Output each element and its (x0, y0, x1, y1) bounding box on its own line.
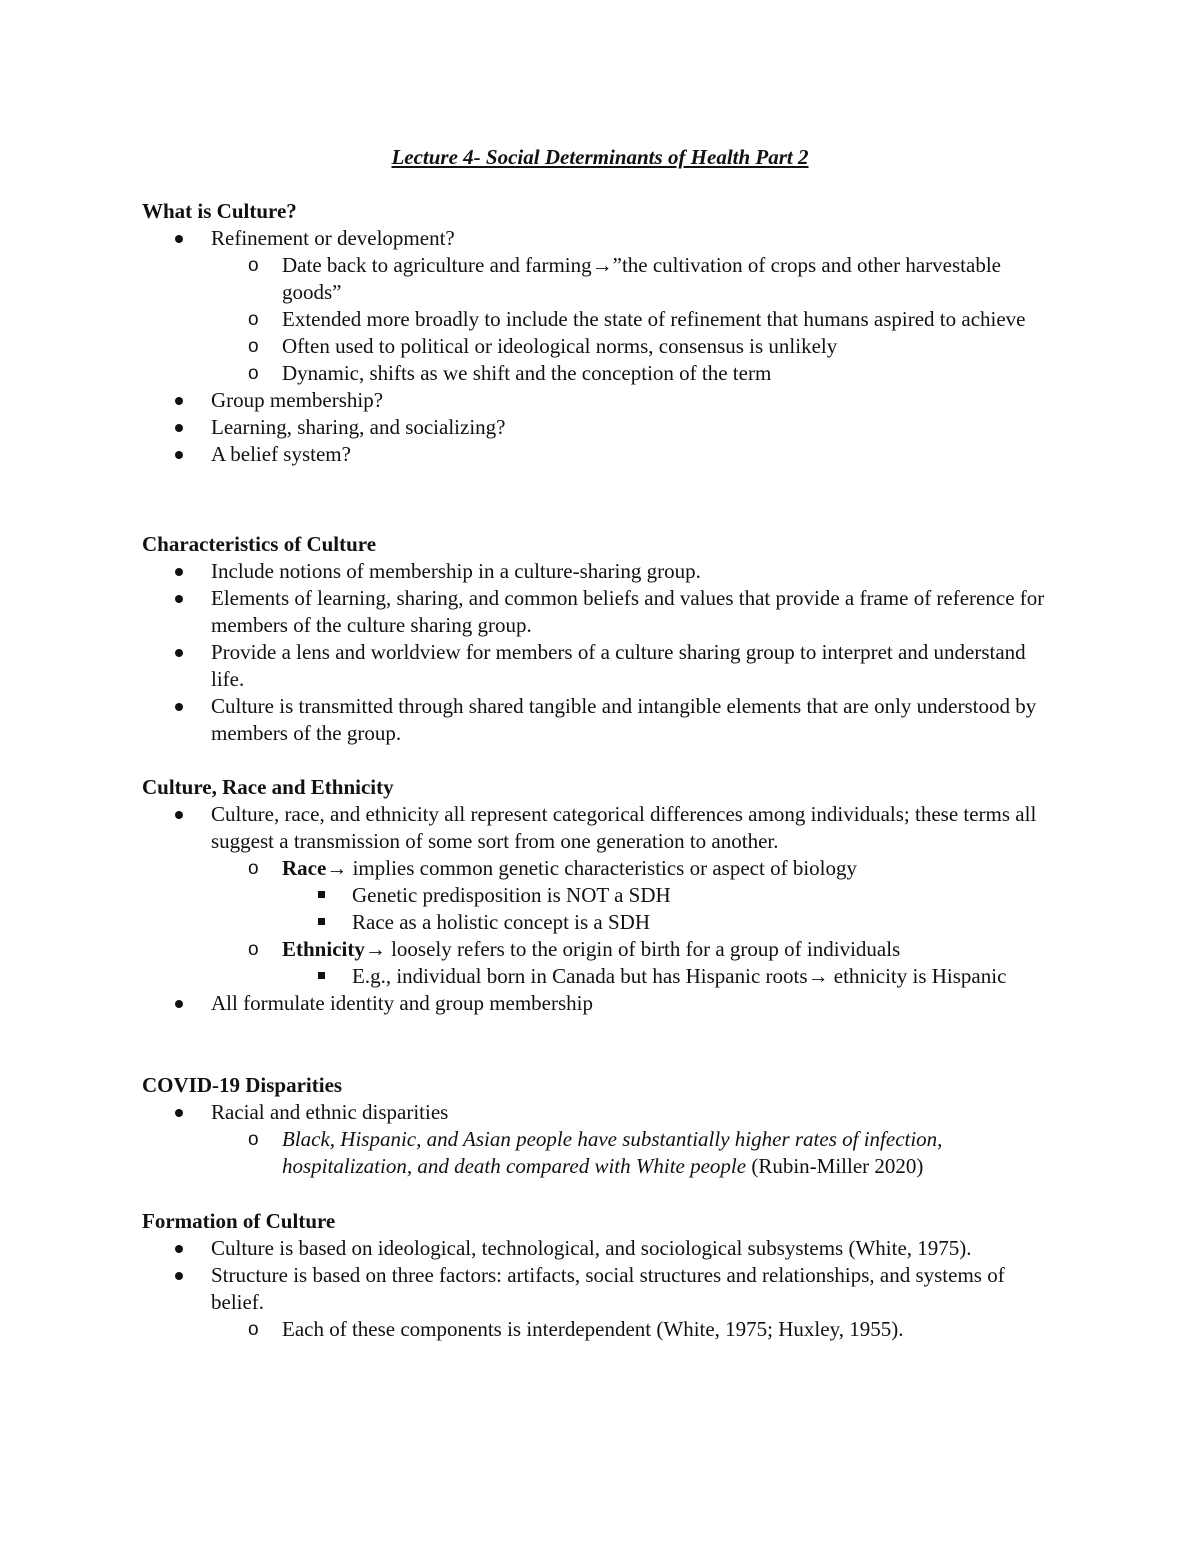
sub-sub-list-item: E.g., individual born in Canada but has Hispanic roots→ ethnicity is Hispanic (142, 963, 1062, 990)
sub-list-item (142, 1126, 1062, 1180)
section-heading: COVID-19 Disparities (142, 1073, 343, 1097)
list-item-text: Structure is based on three factors: artifacts, social structures and relationships, and systems of belief. (211, 1263, 1005, 1314)
term-ethnicity: Ethnicity→ (282, 937, 386, 961)
list-item: A belief system? (142, 441, 1062, 468)
sub-sub-list-item: Genetic predisposition is NOT a SDH (142, 882, 1062, 909)
bullet-list (142, 225, 1062, 468)
list-item-text: Racial and ethnic disparities (211, 1100, 449, 1124)
section-what-is-culture (142, 198, 1062, 468)
list-item: Learning, sharing, and socializing? (142, 414, 1062, 441)
sub-list-item: o Dynamic, shifts as we shift and the conception of the term (142, 360, 1062, 387)
sub-sub-list-item: Race as a holistic concept is a SDH (142, 909, 1062, 936)
list-item: Include notions of membership in a culture-sharing group. (142, 558, 1062, 585)
section-culture-race-ethnicity (142, 774, 1062, 1017)
list-item: Culture is based on ideological, technological, and sociological subsystems (White, 1975). (142, 1235, 1062, 1262)
list-item: Culture is transmitted through shared tangible and intangible elements that are only understood by members of the group. (142, 693, 1062, 747)
sub-list-item: o Extended more broadly to include the state of refinement that humans aspired to achieve (142, 306, 1062, 333)
list-item: All formulate identity and group membership (142, 990, 1062, 1017)
list-item: Group membership? (142, 387, 1062, 414)
list-item (142, 1262, 1062, 1343)
sub-sub-list (142, 963, 1062, 990)
sub-list-item: o Each of these components is interdependent (White, 1975; Huxley, 1955). (142, 1316, 1062, 1343)
bullet-list (142, 1099, 1062, 1180)
section-covid-disparities (142, 1072, 1062, 1180)
bullet-list (142, 558, 1062, 747)
sub-list-item-race (142, 855, 1062, 936)
list-item (142, 225, 1062, 387)
list-item-text: Refinement or development? (211, 226, 455, 250)
term-definition: implies common genetic characteristics or aspect of biology (347, 856, 857, 880)
italic-statement: Black, Hispanic, and Asian people have substantially higher rates of infection, hospitalization, and death compared with White people (282, 1127, 943, 1178)
term-race: Race→ (282, 856, 348, 880)
section-heading: Characteristics of Culture (142, 532, 377, 556)
citation: (Rubin-Miller 2020) (746, 1154, 924, 1178)
bullet-list (142, 1235, 1062, 1343)
page-title: Lecture 4- Social Determinants of Health Part 2 (391, 145, 809, 169)
sub-sub-list (142, 882, 1062, 936)
section-heading: Culture, Race and Ethnicity (142, 775, 394, 799)
list-item (142, 1099, 1062, 1180)
sub-list-item: o Date back to agriculture and farming→”the cultivation of crops and other harvestable goods” (142, 252, 1062, 306)
term-definition: loosely refers to the origin of birth for a group of individuals (385, 937, 901, 961)
sub-list (142, 252, 1062, 387)
list-item: Elements of learning, sharing, and common beliefs and values that provide a frame of reference for members of the culture sharing group. (142, 585, 1062, 639)
sub-list (142, 855, 1062, 990)
bullet-list (142, 801, 1062, 1017)
section-characteristics-of-culture (142, 531, 1062, 747)
section-heading: What is Culture? (142, 199, 297, 223)
list-item: Provide a lens and worldview for members of a culture sharing group to interpret and understand life. (142, 639, 1062, 693)
sub-list-item-ethnicity (142, 936, 1062, 990)
list-item (142, 801, 1062, 990)
sub-list (142, 1316, 1062, 1343)
list-item-text: Culture, race, and ethnicity all represent categorical differences among individuals; these terms all suggest a transmission of some sort from one generation to another. (211, 802, 1037, 853)
sub-list-item: o Often used to political or ideological norms, consensus is unlikely (142, 333, 1062, 360)
sub-list (142, 1126, 1062, 1180)
section-formation-of-culture (142, 1208, 1062, 1343)
section-heading: Formation of Culture (142, 1209, 336, 1233)
